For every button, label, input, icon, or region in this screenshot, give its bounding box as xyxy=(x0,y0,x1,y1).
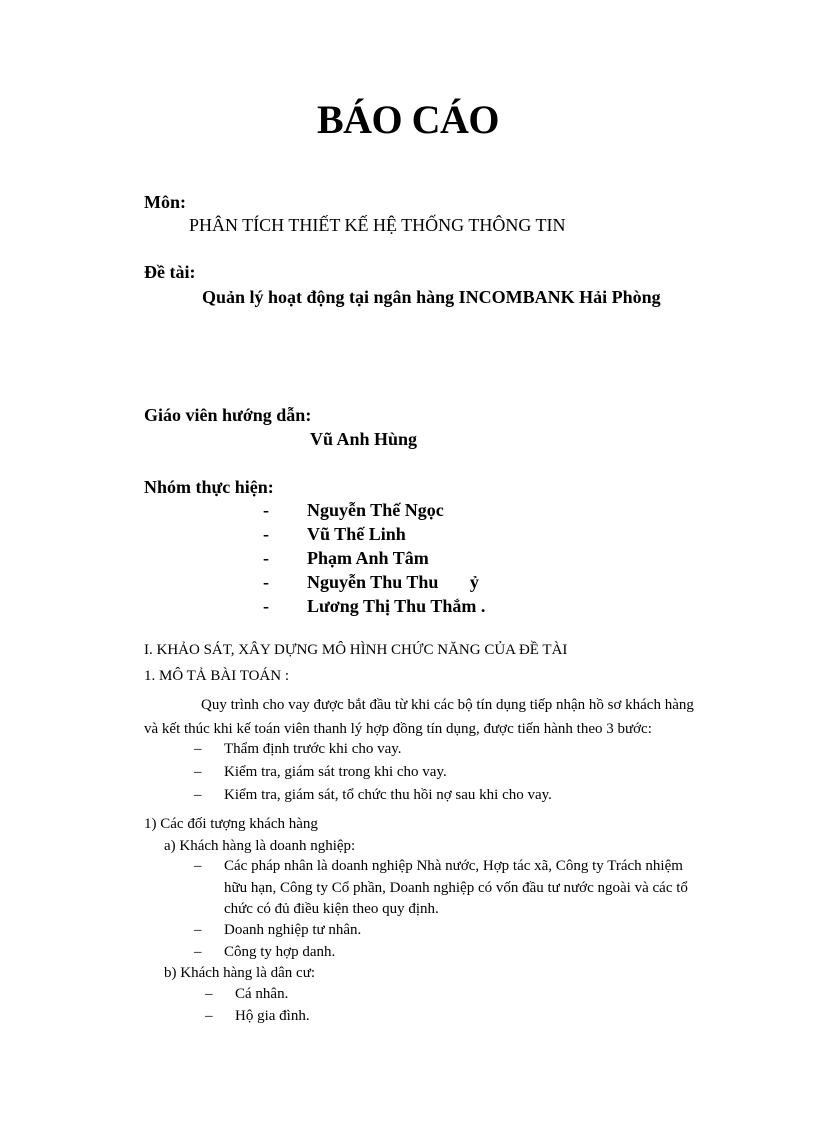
enterprise-item-text: Các pháp nhân là doanh nghiệp Nhà nước, Hợp tác xã, Công ty Trách nhiệm xyxy=(224,858,683,874)
enterprise-item xyxy=(194,858,683,875)
team-member xyxy=(263,596,485,617)
enterprise-item xyxy=(194,944,335,961)
dash-bullet: – xyxy=(194,922,202,938)
intro-line-1: Quy trình cho vay được bắt đầu từ khi các bộ tín dụng tiếp nhận hồ sơ khách hàng xyxy=(201,697,694,713)
team-member xyxy=(263,572,479,593)
enterprise-heading: a) Khách hàng là doanh nghiệp: xyxy=(164,838,356,854)
dash-bullet: – xyxy=(194,787,202,803)
member-bullet: - xyxy=(263,500,269,520)
dash-bullet: – xyxy=(194,944,202,960)
member-name: Vũ Thế Linh xyxy=(307,524,406,544)
member-name: Lương Thị Thu Thắm . xyxy=(307,596,486,616)
enterprise-item-text: Doanh nghiệp tư nhân. xyxy=(224,922,362,938)
resident-heading: b) Khách hàng là dân cư: xyxy=(164,965,315,981)
team-member xyxy=(263,548,429,569)
enterprise-item-text: Công ty hợp danh. xyxy=(224,944,336,960)
customers-heading: 1) Các đối tượng khách hàng xyxy=(144,816,318,832)
enterprise-item xyxy=(194,922,361,939)
report-title: BÁO CÁO xyxy=(316,97,500,142)
intro-line-2: và kết thúc khi kế toán viên thanh lý hợp đồng tín dụng, được tiến hành theo 3 bước: xyxy=(144,721,652,737)
member-name: Nguyễn Thế Ngọc xyxy=(307,500,444,520)
resident-item-text: Hộ gia đình. xyxy=(235,1008,310,1024)
member-name: Phạm Anh Tâm xyxy=(307,548,429,568)
member-name: Nguyễn Thu Thu ỷ xyxy=(307,572,479,592)
enterprise-item-continuation: hữu hạn, Công ty Cổ phần, Doanh nghiệp có vốn đầu tư nước ngoài và các tổ xyxy=(224,880,688,896)
member-bullet: - xyxy=(263,572,269,592)
dash-bullet: – xyxy=(205,1008,213,1024)
dash-bullet: – xyxy=(194,741,202,757)
resident-item-text: Cá nhân. xyxy=(235,986,289,1002)
step-item xyxy=(194,787,552,804)
team-member xyxy=(263,500,444,521)
section-heading: I. KHẢO SÁT, XÂY DỰNG MÔ HÌNH CHỨC NĂNG CỦA ĐỀ TÀI xyxy=(144,642,568,658)
advisor-name: Vũ Anh Hùng xyxy=(310,429,418,449)
step-item xyxy=(194,764,447,781)
team-member xyxy=(263,524,406,545)
dash-bullet: – xyxy=(194,858,202,874)
member-bullet: - xyxy=(263,596,269,616)
team-label: Nhóm thực hiện: xyxy=(144,477,274,497)
step-text: Kiểm tra, giám sát trong khi cho vay. xyxy=(224,764,447,780)
resident-item xyxy=(205,1008,310,1025)
topic-name: Quản lý hoạt động tại ngân hàng INCOMBANK Hải Phòng xyxy=(202,287,661,307)
resident-item xyxy=(205,986,288,1003)
member-bullet: - xyxy=(263,548,269,568)
dash-bullet: – xyxy=(194,764,202,780)
step-item xyxy=(194,741,402,758)
subject-label: Môn: xyxy=(144,192,186,212)
member-bullet: - xyxy=(263,524,269,544)
subject-name: PHÂN TÍCH THIẾT KẾ HỆ THỐNG THÔNG TIN xyxy=(189,215,566,235)
step-text: Thẩm định trước khi cho vay. xyxy=(224,741,402,757)
advisor-label: Giáo viên hướng dẫn: xyxy=(144,405,312,425)
enterprise-item-continuation: chức có đủ điều kiện theo quy định. xyxy=(224,901,439,917)
subsection-heading: 1. MÔ TẢ BÀI TOÁN : xyxy=(144,668,290,684)
step-text: Kiểm tra, giám sát, tổ chức thu hồi nợ sau khi cho vay. xyxy=(224,787,552,803)
topic-label: Đề tài: xyxy=(144,262,196,282)
dash-bullet: – xyxy=(205,986,213,1002)
